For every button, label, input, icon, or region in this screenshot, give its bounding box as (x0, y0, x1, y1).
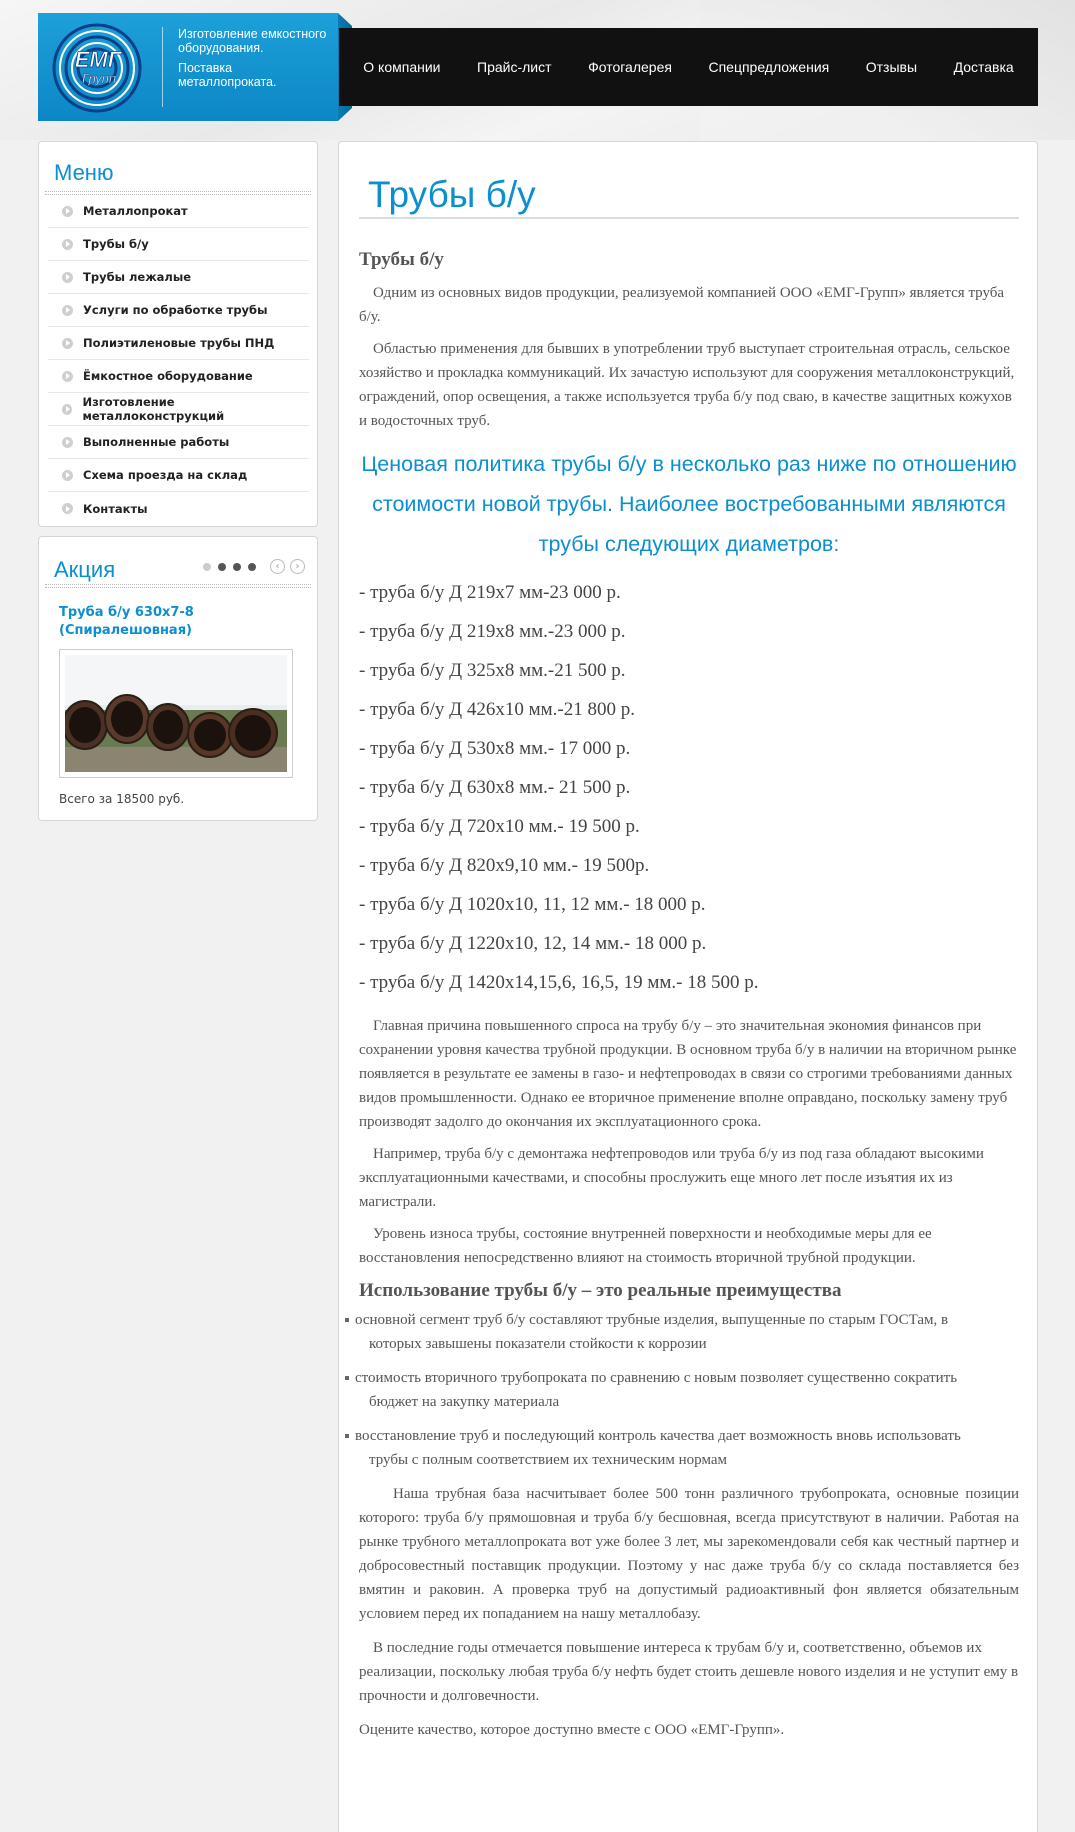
arrow-bullet-icon (62, 470, 73, 481)
nav-gallery[interactable]: Фотогалерея (588, 59, 672, 75)
advantage-item (345, 1424, 1019, 1472)
sidebar-item-tanks[interactable] (48, 360, 309, 393)
nav-price-list[interactable]: Прайс-лист (477, 59, 552, 75)
sidebar-item-label: Трубы б/у (83, 237, 149, 251)
paragraph-stock: Наша трубная база насчитывает более 500 тонн различного трубопроката, основные позиции которого: труба б/у прямошовная и труба б/у бесшовная, всегда присутствуют в наличии. Работая на рынке трубного металлопроката вот уже более 3 лет, мы зарекомендовали себя как честный партнер и добросовестный поставщик продукции. Поэтому у нас даже труба б/у со склада поставляется без вмятин и раковин. А проверка труб на допустимый радиоактивный фон является обязательным условием перед их попаданием на нашу металлобазу. (359, 1486, 1019, 1622)
logo-tagline-2: Поставка металлопроката. (178, 61, 277, 89)
carousel-dot[interactable] (248, 563, 256, 571)
pipe-price-item: - труба б/у Д 219х7 мм-23 000 р. (359, 582, 621, 603)
paragraph-intro: Одним из основных видов продукции, реализуемой компанией ООО «ЕМГ-Групп» является труба б/у. (359, 285, 1005, 325)
sidebar-item-stale-pipes[interactable] (48, 261, 309, 294)
advantage-text: стоимость вторичного трубопроката по сравнению с новым позволяет существенно сократить (355, 1370, 958, 1386)
sidebar-item-label: Ёмкостное оборудование (83, 369, 253, 383)
sidebar-item-label: Полиэтиленовые трубы ПНД (83, 336, 275, 350)
arrow-bullet-icon (62, 272, 73, 283)
arrow-bullet-icon (62, 503, 73, 514)
pipe-price-item: - труба б/у Д 630х8 мм.- 21 500 р. (359, 777, 631, 798)
paragraph-demand: Главная причина повышенного спроса на трубу б/у – это значительная экономия финансов при сохранении уровня качества трубной продукции. В основном труба б/у в наличии на вторичном рынке появляется в результате ее замены в газо- и нефтепроводах в связи со строгими требованиями данных видов промышленности. Однако ее вторичное применение вполне оправдано, поскольку замену труб производят задолго до окончания их эксплуатационного срока. (359, 1018, 1017, 1130)
sidebar-item-label: Металлопрокат (83, 204, 188, 218)
sidebar-item-contacts[interactable] (48, 492, 309, 525)
sidebar-menu (38, 141, 318, 527)
pipe-price-item: - труба б/у Д 325х8 мм.-21 500 р. (359, 660, 626, 681)
sidebar-item-metal-structures[interactable] (48, 393, 309, 426)
arrow-bullet-icon (62, 371, 73, 382)
pipe-price-item: - труба б/у Д 1220х10, 12, 14 мм.- 18 000 р. (359, 933, 707, 954)
pipes-photo (65, 655, 287, 772)
top-navigation (339, 28, 1038, 106)
main-content (338, 141, 1038, 1832)
carousel-dot[interactable] (233, 563, 241, 571)
pipe-price-list (359, 573, 1019, 1002)
sidebar-item-label: Схема проезда на склад (83, 468, 248, 482)
pipe-price-item: - труба б/у Д 820х9,10 мм.- 19 500р. (359, 855, 650, 876)
nav-special-offers[interactable]: Спецпредложения (708, 59, 830, 75)
paragraph-closing: Оцените качество, которое доступно вместе с ООО «ЕМГ-Групп». (359, 1722, 785, 1738)
paragraph-usage: Областью применения для бывших в употреблении труб выступает строительная отрасль, сельское хозяйство и прокладка коммуникаций. Их зачастую используют для сооружения металлоконструкций, ограждений, опор освещения, а также используется труба б/у под сваю, в качестве защитных кожухов и водосточных труб. (359, 341, 1015, 429)
sidebar-item-label: Трубы лежалые (83, 270, 192, 284)
price-policy-lead: Ценовая политика трубы б/у в несколько раз ниже по отношению стоимости новой трубы. Наиболее востребованными являются трубы следующих диаметров: (361, 452, 1017, 556)
sidebar-item-completed-works[interactable] (48, 426, 309, 459)
sidebar-item-used-pipes[interactable] (48, 228, 309, 261)
carousel-dot[interactable] (203, 563, 211, 571)
menu-title: Меню (54, 160, 114, 185)
advantage-text-cont: бюджет на закупку материала (369, 1394, 560, 1410)
carousel-dots (203, 563, 256, 571)
next-arrow-icon[interactable]: › (290, 559, 305, 574)
logo-divider (162, 27, 163, 107)
pipe-price-item: - труба б/у Д 720х10 мм.- 19 500 р. (359, 816, 640, 837)
advantages-list (345, 1308, 1019, 1472)
logo-emblem-icon (52, 23, 142, 113)
advantage-text: восстановление труб и последующий контроль качества дает возможность вновь использовать (355, 1428, 961, 1444)
pipe-price-item: - труба б/у Д 1020х10, 11, 12 мм.- 18 000 р. (359, 894, 706, 915)
section-subtitle: Трубы б/у (359, 249, 444, 270)
paragraph-trend: В последние годы отмечается повышение интереса к трубам б/у и, соответственно, объемов их реализации, поскольку любая труба б/у нефть будет стоить дешевле нового изделия и не уступит ему в прочности и долговечности. (359, 1640, 1019, 1704)
sidebar-item-label: Услуги по обработке трубы (83, 303, 268, 317)
page-title: Трубы б/у (359, 142, 1019, 219)
promo-price: Всего за 18500 руб. (59, 792, 185, 806)
prev-arrow-icon[interactable]: ‹ (270, 559, 285, 574)
arrow-bullet-icon (62, 305, 73, 316)
advantage-item (345, 1308, 1019, 1356)
sidebar-item-label: Выполненные работы (83, 435, 230, 449)
arrow-bullet-icon (62, 404, 72, 415)
advantage-text: основной сегмент труб б/у составляют трубные изделия, выпущенные по старым ГОСТам, в (355, 1312, 949, 1328)
sidebar-item-metal[interactable] (48, 195, 309, 228)
paragraph-example: Например, труба б/у с демонтажа нефтепроводов или труба б/у из под газа обладают высокими эксплуатационными качествами, и способны прослужить еще много лет после изъятия их из магистрали. (359, 1146, 984, 1210)
advantage-item (345, 1366, 1019, 1414)
nav-about[interactable]: О компании (363, 59, 441, 75)
promo-product-image[interactable] (59, 649, 293, 778)
advantage-text-cont: которых завышены показатели стойкости к коррозии (369, 1336, 707, 1352)
sidebar-item-pipe-services[interactable] (48, 294, 309, 327)
logo-brand-bottom: Групп (81, 71, 117, 86)
carousel-dot[interactable] (218, 563, 226, 571)
nav-reviews[interactable]: Отзывы (865, 59, 918, 75)
sidebar-item-label: Изготовление металлоконструкций (82, 395, 225, 423)
promo-product-link[interactable]: Труба б/у 630х7-8 (Спиралешовная) (59, 605, 194, 638)
promo-panel (38, 536, 318, 821)
logo[interactable] (38, 13, 338, 121)
pipe-price-item: - труба б/у Д 530х8 мм.- 17 000 р. (359, 738, 631, 759)
arrow-bullet-icon (62, 338, 73, 349)
logo-tagline-1: Изготовление емкостного оборудования. (178, 27, 327, 55)
arrow-bullet-icon (62, 206, 73, 217)
logo-brand-top: ЕМГ (74, 47, 122, 72)
pipe-price-item: - труба б/у Д 426х10 мм.-21 800 р. (359, 699, 635, 720)
paragraph-wear: Уровень износа трубы, состояние внутренней поверхности и необходимые меры для ее восстановления непосредственно влияют на стоимость вторичной трубной продукции. (359, 1226, 932, 1266)
arrow-bullet-icon (62, 437, 73, 448)
sidebar-item-directions[interactable] (48, 459, 309, 492)
pipe-price-item: - труба б/у Д 1420х14,15,6, 16,5, 19 мм.- 18 500 р. (359, 972, 759, 993)
nav-delivery[interactable]: Доставка (953, 59, 1014, 75)
arrow-bullet-icon (62, 239, 73, 250)
pipe-price-item: - труба б/у Д 219х8 мм.-23 000 р. (359, 621, 626, 642)
advantages-title: Использование трубы б/у – это реальные преимущества (359, 1280, 842, 1301)
promo-title: Акция (54, 557, 116, 582)
advantage-text-cont: трубы с полным соответствием их техническим нормам (369, 1452, 727, 1468)
sidebar-item-label: Контакты (83, 501, 148, 516)
logo-tagline (178, 27, 328, 95)
sidebar-item-pe-pipes[interactable] (48, 327, 309, 360)
